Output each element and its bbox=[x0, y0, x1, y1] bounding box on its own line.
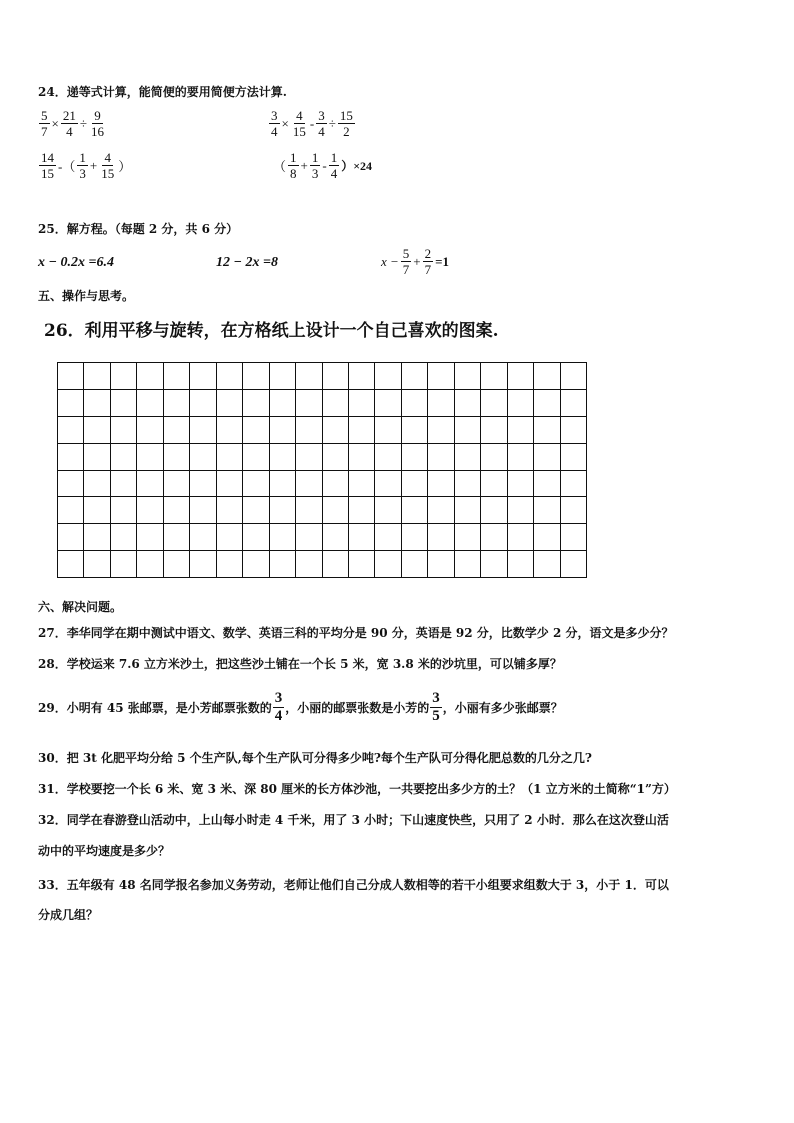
grid-cell[interactable] bbox=[190, 551, 216, 578]
grid-cell[interactable] bbox=[561, 417, 587, 444]
grid-cell[interactable] bbox=[349, 471, 375, 498]
fraction: $\frac{4}{15}$ bbox=[292, 108, 306, 139]
q33-line-1: 33．五年级有 48 名同学报名参加义务劳动，老师让他们自己分成人数相等的若干小组要求组数大于 3，小于 1．可以 bbox=[38, 878, 669, 892]
grid-cell[interactable] bbox=[190, 471, 216, 498]
grid-cell[interactable] bbox=[455, 497, 481, 524]
grid-cell[interactable] bbox=[534, 471, 560, 498]
grid-cell[interactable] bbox=[111, 524, 137, 551]
section-6-heading: 六、解决问题。 bbox=[38, 600, 123, 614]
grid-cell[interactable] bbox=[111, 363, 137, 390]
grid-cell[interactable] bbox=[84, 363, 110, 390]
grid-cell[interactable] bbox=[428, 471, 454, 498]
grid-cell[interactable] bbox=[402, 363, 428, 390]
grid-cell[interactable] bbox=[481, 497, 507, 524]
grid-cell[interactable] bbox=[323, 471, 349, 498]
grid-cell[interactable] bbox=[323, 444, 349, 471]
grid-cell[interactable] bbox=[455, 417, 481, 444]
grid-cell[interactable] bbox=[217, 551, 243, 578]
grid-cell[interactable] bbox=[534, 497, 560, 524]
grid-cell[interactable] bbox=[349, 524, 375, 551]
fraction: $\frac{1}{3}$ bbox=[311, 150, 319, 181]
grid-cell[interactable] bbox=[323, 524, 349, 551]
fraction: $\frac{5}{7}$ bbox=[402, 246, 410, 277]
q24-expression-1: $\frac{5}{7}$ × $\frac{21}{4}$ ÷ $\frac{9}{16}$ bbox=[41, 108, 104, 139]
grid-cell[interactable] bbox=[375, 417, 401, 444]
grid-cell[interactable] bbox=[164, 363, 190, 390]
grid-cell[interactable] bbox=[349, 363, 375, 390]
grid-cell[interactable] bbox=[111, 417, 137, 444]
grid-cell[interactable] bbox=[190, 417, 216, 444]
q31-text: 31．学校要挖一个长 6 米、宽 3 米、深 80 厘米的长方体沙池，一共要挖出多少方的土？（1 立方米的土简称“1”方） bbox=[38, 782, 676, 796]
grid-cell[interactable] bbox=[375, 363, 401, 390]
grid-cell[interactable] bbox=[402, 417, 428, 444]
grid-cell[interactable] bbox=[561, 497, 587, 524]
grid-cell[interactable] bbox=[243, 444, 269, 471]
grid-cell[interactable] bbox=[349, 417, 375, 444]
grid-cell[interactable] bbox=[58, 390, 84, 417]
grid-cell[interactable] bbox=[508, 551, 534, 578]
fraction: $\frac{5}{7}$ bbox=[41, 108, 48, 139]
grid-cell[interactable] bbox=[270, 444, 296, 471]
q33-line-2: 分成几组？ bbox=[38, 908, 99, 922]
grid-cell[interactable] bbox=[455, 363, 481, 390]
grid-cell[interactable] bbox=[375, 444, 401, 471]
grid-cell[interactable] bbox=[84, 497, 110, 524]
grid-cell[interactable] bbox=[508, 524, 534, 551]
grid-cell[interactable] bbox=[375, 497, 401, 524]
grid-cell[interactable] bbox=[137, 417, 163, 444]
grid-cell[interactable] bbox=[296, 390, 322, 417]
grid-cell[interactable] bbox=[243, 471, 269, 498]
grid-cell[interactable] bbox=[217, 444, 243, 471]
grid-cell[interactable] bbox=[84, 471, 110, 498]
grid-cell[interactable] bbox=[561, 444, 587, 471]
grid-cell[interactable] bbox=[534, 524, 560, 551]
q26-text: 26．利用平移与旋转，在方格纸上设计一个自己喜欢的图案. bbox=[44, 321, 499, 341]
section-5-heading: 五、操作与思考。 bbox=[38, 289, 135, 303]
grid-cell[interactable] bbox=[58, 551, 84, 578]
grid-cell[interactable] bbox=[296, 497, 322, 524]
q25-title: 25．解方程。（每题 2 分，共 6 分） bbox=[38, 222, 239, 236]
q30-text: 30．把 3t 化肥平均分给 5 个生产队,每个生产队可分得多少吨?每个生产队可分得化肥总数的几分之几? bbox=[38, 751, 592, 765]
grid-cell[interactable] bbox=[84, 417, 110, 444]
grid-cell[interactable] bbox=[428, 524, 454, 551]
grid-cell[interactable] bbox=[561, 390, 587, 417]
grid-cell[interactable] bbox=[455, 444, 481, 471]
grid-cell[interactable] bbox=[137, 390, 163, 417]
grid-cell[interactable] bbox=[137, 444, 163, 471]
grid-cell[interactable] bbox=[270, 471, 296, 498]
grid-cell[interactable] bbox=[296, 524, 322, 551]
grid-cell[interactable] bbox=[58, 524, 84, 551]
fraction: $\frac{2}{7}$ bbox=[424, 246, 432, 277]
grid-cell[interactable] bbox=[323, 551, 349, 578]
grid-cell[interactable] bbox=[111, 390, 137, 417]
grid-cell[interactable] bbox=[164, 551, 190, 578]
grid-cell[interactable] bbox=[84, 551, 110, 578]
grid-cell[interactable] bbox=[111, 551, 137, 578]
q24-expression-2: $\frac{3}{4}$ × $\frac{4}{15}$ - $\frac{3}{4}$ ÷ $\frac{15}{2}$ bbox=[271, 108, 353, 139]
fraction: $\frac{21}{4}$ bbox=[62, 108, 76, 139]
grid-cell[interactable] bbox=[508, 390, 534, 417]
grid-cell[interactable] bbox=[111, 444, 137, 471]
grid-cell[interactable] bbox=[428, 417, 454, 444]
q24-expression-4: （ $\frac{1}{8}$ + $\frac{1}{3}$ - $\frac{1}{4}$ ）×24 bbox=[273, 150, 373, 181]
grid-cell[interactable] bbox=[508, 417, 534, 444]
grid-cell[interactable] bbox=[111, 471, 137, 498]
grid-cell[interactable] bbox=[402, 551, 428, 578]
fraction: $\frac{9}{16}$ bbox=[90, 108, 104, 139]
grid-cell[interactable] bbox=[428, 551, 454, 578]
grid-cell[interactable] bbox=[428, 363, 454, 390]
q32-line-1: 32．同学在春游登山活动中，上山每小时走 4 千米，用了 3 小时；下山速度快些，只用了 2 小时．那么在这次登山活 bbox=[38, 813, 669, 827]
grid-cell[interactable] bbox=[428, 497, 454, 524]
grid-cell[interactable] bbox=[349, 444, 375, 471]
grid-cell[interactable] bbox=[190, 524, 216, 551]
fraction: $\frac{15}{2}$ bbox=[339, 108, 353, 139]
grid-cell[interactable] bbox=[402, 471, 428, 498]
grid-cell[interactable] bbox=[270, 363, 296, 390]
grid-cell[interactable] bbox=[349, 497, 375, 524]
grid-cell[interactable] bbox=[137, 551, 163, 578]
q28-text: 28．学校运来 7.6 立方米沙土，把这些沙土铺在一个长 5 米，宽 3.8 米的沙坑里，可以铺多厚？ bbox=[38, 657, 562, 671]
grid-cell[interactable] bbox=[455, 551, 481, 578]
grid-cell[interactable] bbox=[534, 417, 560, 444]
grid-cell[interactable] bbox=[455, 471, 481, 498]
grid-cell[interactable] bbox=[270, 524, 296, 551]
grid-cell[interactable] bbox=[481, 363, 507, 390]
grid-cell[interactable] bbox=[323, 417, 349, 444]
grid-cell[interactable] bbox=[270, 497, 296, 524]
grid-cell[interactable] bbox=[84, 390, 110, 417]
grid-cell[interactable] bbox=[164, 390, 190, 417]
grid-cell[interactable] bbox=[217, 417, 243, 444]
grid-cell[interactable] bbox=[375, 390, 401, 417]
grid-cell[interactable] bbox=[534, 363, 560, 390]
grid-cell[interactable] bbox=[296, 363, 322, 390]
grid-cell[interactable] bbox=[217, 524, 243, 551]
grid-cell[interactable] bbox=[402, 497, 428, 524]
grid-cell[interactable] bbox=[296, 444, 322, 471]
grid-cell[interactable] bbox=[508, 497, 534, 524]
grid-cell[interactable] bbox=[534, 390, 560, 417]
grid-cell[interactable] bbox=[508, 363, 534, 390]
fraction: $\frac{4}{15}$ bbox=[101, 150, 115, 181]
q32-line-2: 动中的平均速度是多少？ bbox=[38, 844, 171, 858]
grid-cell[interactable] bbox=[375, 551, 401, 578]
grid-cell[interactable] bbox=[243, 551, 269, 578]
grid-cell[interactable] bbox=[243, 390, 269, 417]
grid-cell[interactable] bbox=[217, 471, 243, 498]
grid-cell[interactable] bbox=[190, 444, 216, 471]
grid-cell[interactable] bbox=[164, 497, 190, 524]
grid-cell[interactable] bbox=[323, 497, 349, 524]
grid-cell[interactable] bbox=[481, 390, 507, 417]
grid-cell[interactable] bbox=[296, 417, 322, 444]
q24-title: 24．递等式计算，能简便的要用简便方法计算. bbox=[38, 85, 287, 99]
fraction: $\frac{1}{4}$ bbox=[330, 150, 338, 181]
grid-cell[interactable] bbox=[58, 417, 84, 444]
grid-cell[interactable] bbox=[508, 471, 534, 498]
q24-expression-3: $\frac{14}{15}$ -（ $\frac{1}{3}$ + $\frac{4}{15}$ ） bbox=[41, 150, 132, 181]
q29-text: 29．小明有 45 张邮票，是小芳邮票张数的 $\frac{3}{4}$ ，小丽的邮票张数是小芳的 $\frac{3}{5}$ ，小丽有多少张邮票？ bbox=[38, 690, 563, 724]
fraction: $\frac{3}{4}$ bbox=[271, 108, 278, 139]
fraction: $\frac{14}{15}$ bbox=[41, 150, 54, 181]
grid-cell[interactable] bbox=[561, 551, 587, 578]
grid-cell[interactable] bbox=[508, 444, 534, 471]
grid-cell[interactable] bbox=[481, 471, 507, 498]
grid-cell[interactable] bbox=[481, 417, 507, 444]
grid-cell[interactable] bbox=[217, 390, 243, 417]
grid-cell[interactable] bbox=[217, 363, 243, 390]
grid-cell[interactable] bbox=[58, 444, 84, 471]
grid-cell[interactable] bbox=[296, 551, 322, 578]
grid-cell[interactable] bbox=[534, 551, 560, 578]
grid-cell[interactable] bbox=[164, 444, 190, 471]
grid-cell[interactable] bbox=[561, 471, 587, 498]
grid-cell[interactable] bbox=[481, 524, 507, 551]
grid-cell[interactable] bbox=[58, 497, 84, 524]
grid-cell[interactable] bbox=[402, 524, 428, 551]
grid-cell[interactable] bbox=[243, 417, 269, 444]
grid-cell[interactable] bbox=[190, 497, 216, 524]
grid-cell[interactable] bbox=[137, 471, 163, 498]
grid-cell[interactable] bbox=[164, 524, 190, 551]
grid-cell[interactable] bbox=[561, 524, 587, 551]
grid-cell[interactable] bbox=[270, 551, 296, 578]
grid-cell[interactable] bbox=[270, 390, 296, 417]
grid-cell[interactable] bbox=[270, 417, 296, 444]
grid-cell[interactable] bbox=[164, 471, 190, 498]
q27-text: 27．李华同学在期中测试中语文、数学、英语三科的平均分是 90 分，英语是 92 分，比数学少 2 分，语文是多少分？ bbox=[38, 626, 674, 640]
grid-cell[interactable] bbox=[58, 363, 84, 390]
grid-cell[interactable] bbox=[84, 524, 110, 551]
grid-cell[interactable] bbox=[481, 444, 507, 471]
grid-cell[interactable] bbox=[190, 363, 216, 390]
grid-cell[interactable] bbox=[402, 444, 428, 471]
grid-cell[interactable] bbox=[428, 444, 454, 471]
grid-cell[interactable] bbox=[323, 390, 349, 417]
grid-cell[interactable] bbox=[243, 497, 269, 524]
grid-cell[interactable] bbox=[349, 390, 375, 417]
grid-cell[interactable] bbox=[402, 390, 428, 417]
fraction: $\frac{3}{4}$ bbox=[274, 690, 283, 724]
grid-cell[interactable] bbox=[375, 471, 401, 498]
grid-paper[interactable] bbox=[57, 362, 587, 578]
grid-cell[interactable] bbox=[137, 497, 163, 524]
grid-cell[interactable] bbox=[137, 524, 163, 551]
fraction: $\frac{3}{5}$ bbox=[432, 690, 440, 724]
grid-cell[interactable] bbox=[455, 390, 481, 417]
grid-cell[interactable] bbox=[428, 390, 454, 417]
grid-cell[interactable] bbox=[481, 551, 507, 578]
grid-cell[interactable] bbox=[323, 363, 349, 390]
grid-cell[interactable] bbox=[137, 363, 163, 390]
grid-cell[interactable] bbox=[455, 524, 481, 551]
grid-cell[interactable] bbox=[296, 471, 322, 498]
q25-equation-1: x − 0.2x =6.4 bbox=[38, 255, 114, 270]
grid-cell[interactable] bbox=[190, 390, 216, 417]
grid-cell[interactable] bbox=[217, 497, 243, 524]
grid-cell[interactable] bbox=[58, 471, 84, 498]
grid-cell[interactable] bbox=[561, 363, 587, 390]
fraction: $\frac{1}{8}$ bbox=[290, 150, 297, 181]
q25-equation-3: x − $\frac{5}{7}$ + $\frac{2}{7}$ =1 bbox=[381, 246, 450, 277]
q25-equation-2: 12 − 2x =8 bbox=[216, 255, 278, 270]
grid-cell[interactable] bbox=[534, 444, 560, 471]
grid-cell[interactable] bbox=[243, 363, 269, 390]
grid-cell[interactable] bbox=[243, 524, 269, 551]
grid-cell[interactable] bbox=[84, 444, 110, 471]
grid-cell[interactable] bbox=[164, 417, 190, 444]
fraction: $\frac{3}{4}$ bbox=[318, 108, 325, 139]
grid-cell[interactable] bbox=[349, 551, 375, 578]
fraction: $\frac{1}{3}$ bbox=[79, 150, 86, 181]
grid-cell[interactable] bbox=[375, 524, 401, 551]
grid-cell[interactable] bbox=[111, 497, 137, 524]
